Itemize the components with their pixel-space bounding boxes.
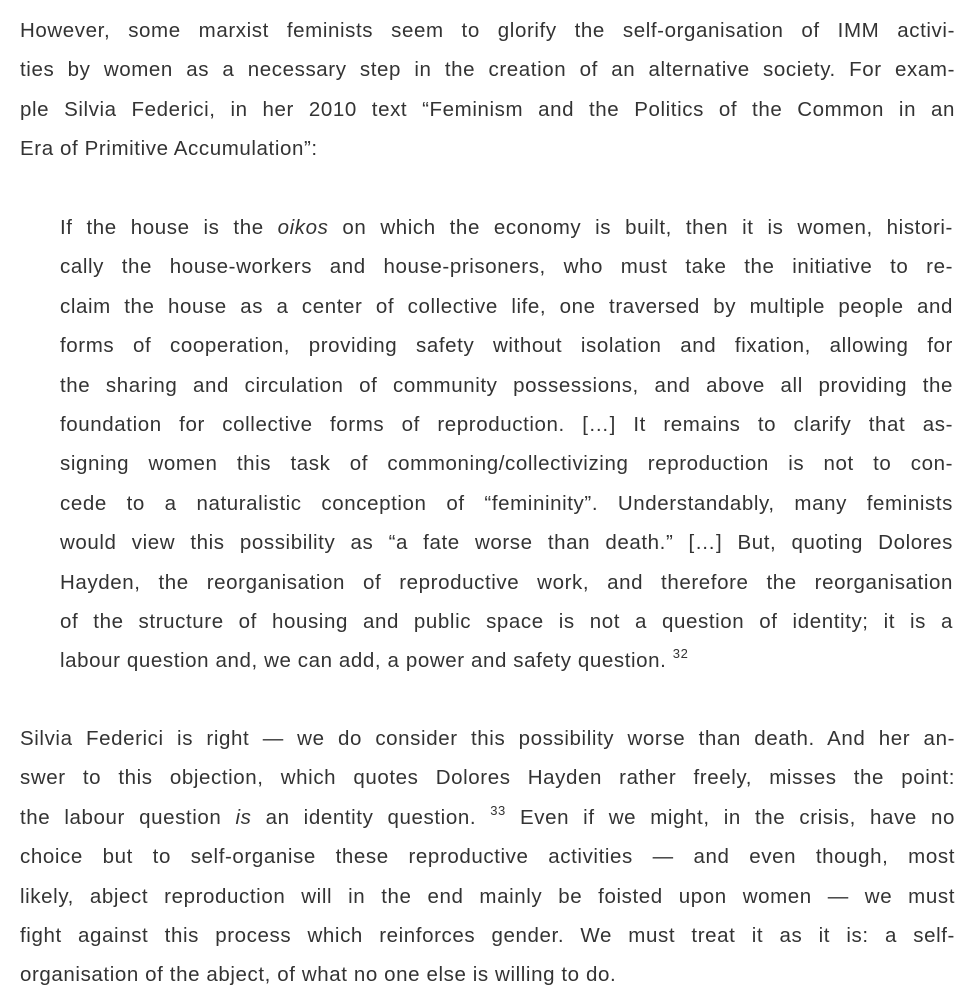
text-line: [20, 50, 955, 89]
text-line: [20, 837, 955, 876]
footnote-reference[interactable]: 33: [490, 802, 506, 818]
text-segment: choice but to self-organise these reproductive activities — and even though, most: [20, 845, 955, 869]
text-segment: labour question and, we can add, a power and safety question.: [60, 649, 673, 673]
text-line: [20, 798, 955, 837]
text-segment: fight against this process which reinforces gender. We must treat it as it is: a self-: [20, 923, 955, 947]
text-line: [20, 955, 955, 994]
text-line: [60, 641, 953, 680]
text-segment: of the structure of housing and public space is not a question of identity; it is a: [60, 609, 953, 633]
text-segment: However, some marxist feminists seem to glorify the self-organisation of IMM activi-: [20, 19, 955, 42]
text-line: [60, 326, 953, 365]
text-line: [60, 602, 953, 641]
text-line: [20, 916, 955, 955]
text-segment: would view this possibility as “a fate worse than death.” […] But, quoting Dolores: [60, 531, 953, 555]
text-segment: signing women this task of commoning/collectivizing reproduction is not to con-: [60, 452, 953, 476]
block-quote: [60, 208, 953, 681]
text-line: [60, 247, 953, 286]
text-segment: an identity question.: [251, 805, 491, 829]
text-segment: the labour question: [20, 805, 236, 829]
text-segment: ple Silvia Federici, in her 2010 text “Feminism and the Politics of the Common in an: [20, 97, 955, 121]
paragraph-intro: [20, 11, 955, 169]
text-segment: the sharing and circulation of community possessions, and above all providing the: [60, 373, 953, 397]
text-line: [20, 877, 955, 916]
text-segment: forms of cooperation, providing safety without isolation and fixation, allowing for: [60, 334, 953, 358]
text-segment: on which the economy is built, then it is women, histori-: [328, 216, 953, 239]
text-line: [20, 719, 955, 758]
text-line: [60, 484, 953, 523]
text-segment: claim the house as a center of collective life, one traversed by multiple people and: [60, 294, 953, 318]
text-segment: Silvia Federici is right — we do consider this possibility worse than death. And her an-: [20, 727, 955, 750]
text-line: [60, 523, 953, 562]
text-segment: ties by women as a necessary step in the creation of an alternative society. For exam-: [20, 58, 955, 82]
footnote-reference[interactable]: 32: [672, 646, 689, 662]
text-line: [60, 563, 953, 602]
text-segment: cede to a naturalistic conception of “femininity”. Understandably, many feminists: [60, 491, 953, 515]
text-segment: organisation of the abject, of what no one else is willing to do.: [20, 963, 617, 987]
text-line: [60, 208, 953, 247]
text-line: [20, 758, 955, 797]
text-line: [60, 287, 953, 326]
text-segment: cally the house-workers and house-prisoners, who must take the initiative to re-: [60, 255, 953, 279]
italic-text: is: [235, 805, 252, 829]
text-segment: If the house is the: [60, 216, 278, 239]
text-line: [60, 444, 953, 483]
text-segment: likely, abject reproduction will in the end mainly be foisted upon women — we must: [20, 884, 955, 908]
text-segment: Even if we might, in the crisis, have no: [505, 805, 955, 829]
text-line: [20, 90, 955, 129]
text-line: [60, 366, 953, 405]
text-segment: Era of Primitive Accumulation”:: [20, 137, 318, 161]
text-line: [20, 129, 955, 168]
text-line: [60, 405, 953, 444]
italic-text: oikos: [277, 216, 329, 239]
text-line: [20, 11, 955, 50]
text-segment: Hayden, the reorganisation of reproductive work, and therefore the reorganisation: [60, 570, 953, 594]
text-segment: foundation for collective forms of reproduction. […] It remains to clarify that as-: [60, 412, 953, 436]
paragraph-response: [20, 719, 955, 995]
text-segment: swer to this objection, which quotes Dolores Hayden rather freely, misses the point:: [20, 766, 955, 790]
